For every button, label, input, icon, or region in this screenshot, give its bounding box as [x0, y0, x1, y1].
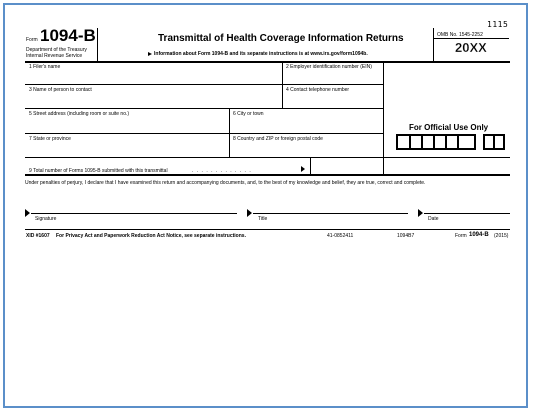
grid-row-4	[25, 157, 510, 158]
omb-underline	[433, 38, 509, 39]
penalties-statement: Under penalties of perjury, I declare that I have examined this return and accompanying documents, and, to the best of my knowledge and belief, they are true, correct and complete.	[25, 180, 426, 186]
footer-xid: XID #1607	[26, 233, 50, 239]
header-divider-left	[97, 28, 98, 61]
title-line[interactable]	[253, 213, 408, 214]
grid-row-1	[25, 84, 383, 85]
arrow-icon	[148, 52, 152, 56]
arrow-icon	[25, 209, 30, 217]
official-use-box-small	[483, 134, 505, 150]
form-label: Form	[26, 37, 38, 43]
dept-line-1: Department of the Treasury	[26, 47, 87, 53]
grid-top	[25, 61, 510, 63]
arrow-icon	[418, 209, 423, 217]
grid-col-a	[282, 61, 283, 108]
arrow-icon	[247, 209, 252, 217]
official-use-label: For Official Use Only	[409, 123, 489, 132]
field-filer-name: 1 Filer's name	[29, 64, 61, 70]
grid-row-3	[25, 133, 383, 134]
header-divider-right	[433, 28, 434, 61]
field-total-forms: 9 Total number of Forms 1095-B submitted with this transmittal	[29, 168, 168, 174]
footer-privacy-notice: For Privacy Act and Paperwork Reduction Act Notice, see separate instructions.	[56, 233, 246, 239]
field-country-zip: 8 Country and ZIP or foreign postal code	[233, 136, 323, 142]
footer-rule	[25, 229, 510, 230]
field-ein: 2 Employer identification number (EIN)	[286, 64, 372, 70]
footer-form-label: Form	[455, 233, 467, 239]
field-street-address: 5 Street address (including room or suite no.)	[29, 111, 130, 117]
form-page	[3, 3, 528, 408]
field-city: 6 City or town	[233, 111, 264, 117]
signature-label: Signature	[35, 216, 57, 222]
form-number: 1094-B	[40, 26, 96, 45]
dept-line-2: Internal Revenue Service	[26, 53, 83, 59]
field-contact-phone: 4 Contact telephone number	[286, 87, 350, 93]
omb-number: OMB No. 1545-2252	[437, 32, 483, 38]
grid-row-2	[25, 108, 383, 109]
tax-year: 20XX	[455, 40, 487, 55]
form-title: Transmittal of Health Coverage Information Returns	[158, 33, 404, 44]
form-code: 1115	[487, 20, 509, 29]
field-contact-name: 3 Name of person to contact	[29, 87, 92, 93]
official-use-box-large	[396, 134, 476, 150]
footer-year: (2015)	[494, 233, 509, 239]
signature-line[interactable]	[31, 213, 237, 214]
field-state: 7 State or province	[29, 136, 71, 142]
grid-col-d	[310, 157, 311, 174]
field-total-forms-dots: . . . . . . . . . . . . .	[192, 168, 252, 174]
grid-col-b	[229, 108, 230, 157]
footer-form-number: 1094-B	[469, 232, 489, 238]
footer-catalog-2: 1094B7	[397, 233, 415, 239]
title-label: Title	[258, 216, 268, 222]
grid-bottom	[25, 174, 510, 176]
info-line: Information about Form 1094-B and its separate instructions is at www.irs.gov/form1094b.	[148, 51, 368, 57]
date-line[interactable]	[424, 213, 510, 214]
grid-col-c	[383, 61, 384, 174]
footer-catalog-1: 41-0852411	[327, 233, 354, 239]
arrow-icon	[301, 166, 305, 172]
date-label: Date	[428, 216, 439, 222]
